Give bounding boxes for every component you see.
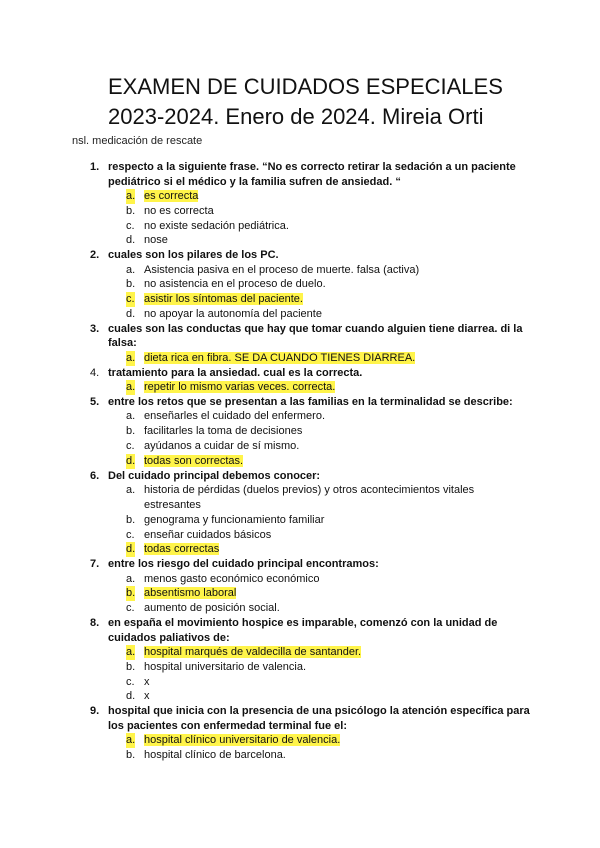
option-item: [108, 513, 530, 528]
option-item: [108, 204, 530, 219]
option-item-highlighted: [108, 351, 530, 366]
option-letter: a.: [126, 190, 136, 202]
question-item: [0, 616, 600, 704]
option-text: todas son correctas.: [144, 454, 244, 467]
option-letter: c.: [126, 293, 135, 306]
option-letter: a.: [126, 410, 136, 423]
option-letter: d.: [126, 543, 136, 556]
option-text: hospital clínico universitario de valencia.: [144, 734, 341, 747]
option-text: enseñarles el cuidado del enfermero.: [144, 410, 326, 423]
option-text: absentismo laboral: [144, 587, 237, 600]
title-line-1: EXAMEN DE CUIDADOS ESPECIALES: [108, 74, 503, 99]
question-item: [0, 248, 600, 322]
option-text: ayúdanos a cuidar de sí mismo.: [144, 440, 300, 453]
option-letter: d.: [126, 234, 136, 247]
question-list: [0, 160, 600, 763]
option-letter: d.: [126, 308, 136, 321]
option-list: [108, 380, 530, 395]
question-text: hospital que inicia con la presencia de una psicólogo la atención específica para los pacientes con enfermedad terminal fue el:: [108, 705, 530, 732]
option-item: [108, 689, 530, 704]
option-letter: a.: [126, 646, 136, 659]
option-item: [108, 307, 530, 322]
option-item-highlighted: [108, 454, 530, 469]
option-list: [108, 409, 530, 468]
question-text: entre los riesgo del cuidado principal encontramos:: [108, 558, 379, 571]
option-text: Asistencia pasiva en el proceso de muerte. falsa (activa): [144, 263, 420, 276]
option-text: aumento de posición social.: [144, 602, 280, 615]
option-item-highlighted: [108, 645, 530, 660]
title-line-2: 2023-2024. Enero de 2024. Mireia Orti: [108, 104, 484, 129]
option-letter: c.: [126, 440, 135, 453]
option-item-highlighted: [108, 542, 530, 557]
option-text: dieta rica en fibra. SE DA CUANDO TIENES DIARREA.: [144, 351, 416, 364]
question-item: [0, 395, 600, 469]
option-letter: b.: [126, 513, 136, 526]
question-number: 2.: [90, 249, 100, 262]
question-item: [0, 160, 600, 248]
option-text: x: [144, 675, 150, 688]
option-letter: a.: [126, 263, 136, 276]
option-letter: a.: [126, 572, 136, 585]
option-text: hospital clínico de barcelona.: [144, 749, 286, 762]
option-item-highlighted: [108, 189, 530, 204]
question-number: 4.: [90, 366, 100, 379]
option-item: [108, 424, 530, 439]
option-list: [108, 189, 530, 248]
option-text: repetir lo mismo varias veces. correcta.: [144, 381, 336, 394]
question-item: [0, 557, 600, 616]
question-number: 5.: [90, 395, 100, 408]
option-list: [108, 733, 530, 763]
question-number: 3.: [90, 322, 100, 335]
option-item-highlighted: [108, 292, 530, 307]
question-item: [0, 322, 600, 366]
option-list: [108, 572, 530, 616]
option-item: [108, 409, 530, 424]
question-text: cuales son los pilares de los PC.: [108, 249, 279, 262]
option-item: [108, 660, 530, 675]
question-text: cuales son las conductas que hay que tomar cuando alguien tiene diarrea. di la falsa:: [108, 322, 523, 350]
subtitle-note: nsl. medicación de rescate: [72, 135, 203, 147]
option-item: [108, 572, 530, 587]
option-text: es correcta: [144, 190, 199, 202]
option-text: hospital marqués de valdecilla de santander.: [144, 646, 362, 659]
option-text: asistir los síntomas del paciente.: [144, 293, 303, 306]
page-title: [108, 72, 503, 132]
option-item: [108, 528, 530, 543]
option-item: [108, 277, 530, 292]
option-item: [108, 263, 530, 278]
option-letter: a.: [126, 351, 136, 364]
question-text: entre los retos que se presentan a las familias en la terminalidad se describe:: [108, 395, 513, 408]
option-letter: c.: [126, 219, 135, 232]
question-text: en españa el movimiento hospice es imparable, comenzó con la unidad de cuidados paliativos de:: [108, 617, 498, 644]
question-item: [0, 469, 600, 557]
option-text: menos gasto económico económico: [144, 572, 320, 585]
option-list: [108, 263, 530, 322]
option-text: facilitarles la toma de decisiones: [144, 425, 303, 438]
option-list: [108, 645, 530, 704]
option-letter: c.: [126, 528, 135, 541]
option-letter: b.: [126, 204, 136, 217]
question-item: [0, 366, 600, 395]
option-letter: b.: [126, 425, 136, 438]
question-text: respecto a la siguiente frase. “No es correcto retirar la sedación a un paciente pediátrico si el médico y la familia sufren de ansiedad. “: [108, 161, 516, 188]
option-item: [108, 675, 530, 690]
option-item: [108, 748, 530, 763]
question-number: 9.: [90, 705, 100, 718]
option-item-highlighted: [108, 733, 530, 748]
option-text: enseñar cuidados básicos: [144, 528, 272, 541]
option-text: no es correcta: [144, 204, 214, 217]
option-letter: a.: [126, 734, 136, 747]
option-letter: d.: [126, 454, 136, 467]
option-list: [108, 483, 530, 557]
option-text: todas correctas: [144, 543, 220, 556]
option-text: hospital universitario de valencia.: [144, 660, 307, 673]
option-text: genograma y funcionamiento familiar: [144, 513, 325, 526]
option-text: no asistencia en el proceso de duelo.: [144, 278, 326, 291]
option-letter: d.: [126, 690, 136, 703]
question-number: 8.: [90, 617, 100, 630]
option-text: historia de pérdidas (duelos previos) y otros acontecimientos vitales estresantes: [144, 484, 475, 511]
option-letter: b.: [126, 278, 136, 291]
question-text: tratamiento para la ansiedad. cual es la correcta.: [108, 366, 363, 379]
option-letter: c.: [126, 602, 135, 615]
question-number: 6.: [90, 469, 100, 482]
option-letter: a.: [126, 484, 136, 497]
option-item: [108, 483, 530, 513]
option-letter: b.: [126, 660, 136, 673]
option-text: nose: [144, 234, 168, 247]
question-text: Del cuidado principal debemos conocer:: [108, 469, 321, 482]
option-letter: b.: [126, 587, 136, 600]
option-text: x: [144, 690, 150, 703]
option-item-highlighted: [108, 380, 530, 395]
question-number: 7.: [90, 558, 100, 571]
option-item-highlighted: [108, 586, 530, 601]
option-letter: b.: [126, 749, 136, 762]
option-letter: a.: [126, 381, 136, 394]
option-text: no existe sedación pediátrica.: [144, 219, 289, 232]
option-list: [108, 351, 530, 366]
option-item: [108, 601, 530, 616]
option-text: no apoyar la autonomía del paciente: [144, 308, 322, 321]
option-item: [108, 439, 530, 454]
question-number: 1.: [90, 161, 100, 173]
question-item: [0, 704, 600, 763]
option-item: [108, 219, 530, 234]
option-letter: c.: [126, 675, 135, 688]
option-item: [108, 233, 530, 248]
